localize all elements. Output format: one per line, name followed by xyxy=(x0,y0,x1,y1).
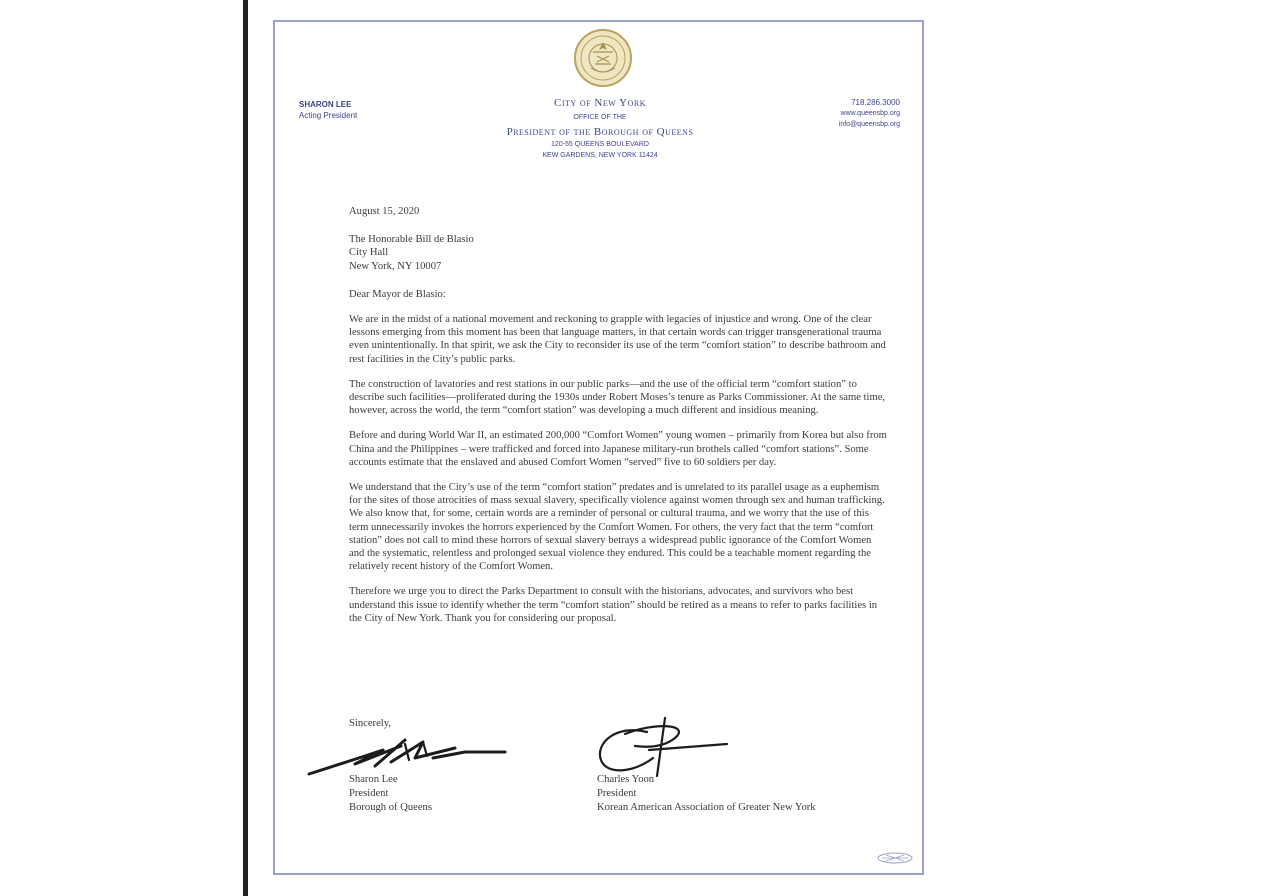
salutation: Dear Mayor de Blasio: xyxy=(349,288,446,300)
letterhead-address-2: KEW GARDENS, NEW YORK 11424 xyxy=(542,152,658,159)
letterhead-left xyxy=(299,99,439,121)
recipient-block xyxy=(349,233,889,273)
letterhead-email: info@queensbp.org xyxy=(838,121,900,128)
signatory-name: Charles Yoon xyxy=(597,774,655,785)
body-paragraph: Therefore we urge you to direct the Parks Department to consult with the historians, advocates, and survivors who best understand this issue to identify whether the term “comfort station” should be retired as a means to refer to parks facilities in the City of New York. Thank you for considering our proposal. xyxy=(349,586,878,624)
letterhead-name: SHARON LEE xyxy=(299,100,352,109)
body-paragraph: We are in the midst of a national movement and reckoning to grapple with legacies of injustice and wrong. One of the clear lessons emerging from this moment has been that language matters, in that certain words can trigger transgenerational trauma even unintentionally. In that spirit, we ask the City to reconsider its use of the term “comfort station” to describe bathroom and rest facilities in the City’s public parks. xyxy=(349,314,886,365)
recipient-line: The Honorable Bill de Blasio xyxy=(349,234,474,246)
signatory-title: President xyxy=(597,788,637,799)
signatory-organization: Korean American Association of Greater New York xyxy=(597,802,816,813)
signatory-block-right xyxy=(597,773,816,815)
letterhead-city: City of New York xyxy=(554,97,646,109)
closing: Sincerely, xyxy=(349,718,391,729)
letterhead-office-of: OFFICE OF THE xyxy=(573,114,627,121)
letter-body xyxy=(349,205,889,637)
letterhead-phone: 718.286.3000 xyxy=(851,98,900,107)
letter-date: August 15, 2020 xyxy=(349,206,420,217)
footer-mark-icon xyxy=(876,851,914,865)
body-paragraph: The construction of lavatories and rest stations in our public parks—and the use of the official term “comfort station” to describe such facilities—proliferated during the 1930s under Robert Moses’s tenure as Parks Commissioner. At the same time, however, across the world, the term “comfort station” was developing a much different and insidious meaning. xyxy=(349,378,886,417)
letter-page xyxy=(273,20,924,875)
letterhead-center xyxy=(435,96,765,161)
recipient-line: City Hall xyxy=(349,247,389,259)
signatory-name: Sharon Lee xyxy=(349,774,398,785)
letterhead-address-1: 120-55 QUEENS BOULEVARD xyxy=(551,141,649,148)
signatory-block-left xyxy=(349,773,432,815)
letterhead-title: Acting President xyxy=(299,111,358,120)
letterhead-website: www.queensbp.org xyxy=(840,110,900,117)
signatory-organization: Borough of Queens xyxy=(349,802,432,813)
body-paragraph: We understand that the City’s use of the term “comfort station” predates and is unrelated to its parallel usage as a euphemism for the sites of those atrocities of mass sexual slavery, specifically violence against women through sex and human trafficking. We also know that, for some, certain words are a reminder of personal or cultural trauma, and we worry that the use of this term unnecessarily invokes the horrors experienced by the Comfort Women. For others, the very fact that the term “comfort station” does not call to mind these horrors of sexual slavery betrays a widespread public ignorance of the Comfort Women and the systematic, relentless and prolonged sexual violence they endured. This could be a teachable moment regarding the relatively recent history of the Comfort Women. xyxy=(349,482,885,573)
signatory-title: President xyxy=(349,788,389,799)
city-seal-icon xyxy=(573,28,633,88)
letterhead-contact xyxy=(760,97,900,130)
left-edge-bar xyxy=(243,0,248,896)
body-paragraph: Before and during World War II, an estimated 200,000 “Comfort Women” young women – primarily from Korea but also from China and the Philippines – were trafficked and forced into Japanese military-run brothels called “comfort stations”. Some accounts estimate that the enslaved and abused Comfort Women “served” five to 60 soldiers per day. xyxy=(349,430,887,468)
letterhead-president-of: President of the Borough of Queens xyxy=(506,126,694,138)
recipient-line: New York, NY 10007 xyxy=(349,260,442,272)
